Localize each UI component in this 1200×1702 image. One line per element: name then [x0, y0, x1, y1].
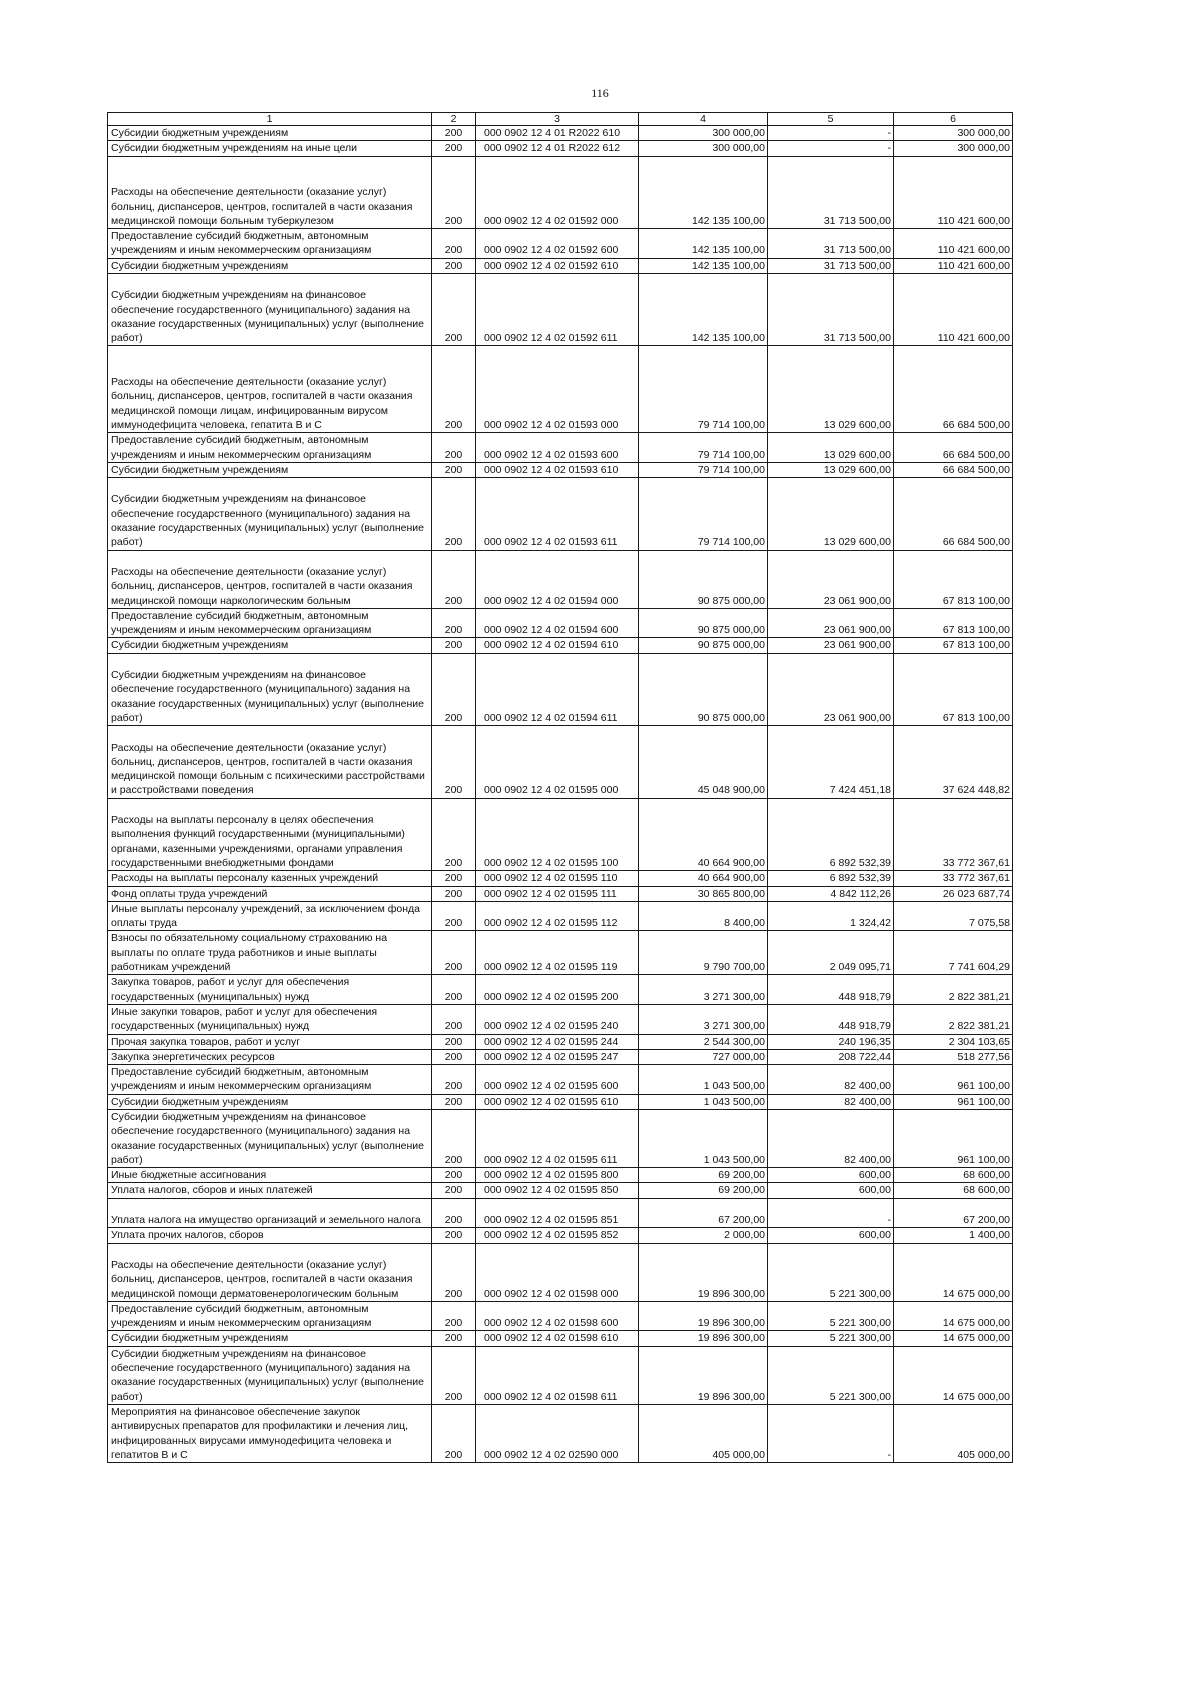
row-code: 200 [432, 931, 476, 975]
table-row [108, 258, 1013, 273]
table-row [108, 726, 1013, 799]
row-unexecuted-amount: 2 822 381,21 [894, 975, 1013, 1005]
row-executed-amount: 31 713 500,00 [768, 258, 894, 273]
row-executed-amount: 13 029 600,00 [768, 462, 894, 477]
row-budget-classification: 000 0902 12 4 02 01595 244 [476, 1034, 639, 1049]
row-description: Уплата налогов, сборов и иных платежей [108, 1183, 432, 1198]
row-approved-amount: 405 000,00 [639, 1404, 768, 1462]
row-executed-amount: 23 061 900,00 [768, 550, 894, 608]
row-executed-amount: 600,00 [768, 1228, 894, 1243]
row-description: Расходы на выплаты персоналу в целях обеспечения выполнения функций государственными (муниципальными) органами, казенными учреждениями, органами управления государственными внебюджетными фондами [108, 798, 432, 871]
row-code: 200 [432, 1004, 476, 1034]
row-unexecuted-amount: 961 100,00 [894, 1110, 1013, 1168]
row-description: Расходы на обеспечение деятельности (оказание услуг) больниц, диспансеров, центров, госпиталей в части оказания медицинской помощи больным туберкулезом [108, 156, 432, 229]
row-unexecuted-amount: 37 624 448,82 [894, 726, 1013, 799]
row-approved-amount: 67 200,00 [639, 1198, 768, 1228]
row-executed-amount: - [768, 141, 894, 156]
row-description: Закупка товаров, работ и услуг для обеспечения государственных (муниципальных) нужд [108, 975, 432, 1005]
row-approved-amount: 40 664 900,00 [639, 871, 768, 886]
row-description: Субсидии бюджетным учреждениям на финансовое обеспечение государственного (муниципального) задания на оказание государственных (муниципальных) услуг (выполнение работ) [108, 653, 432, 726]
row-budget-classification: 000 0902 12 4 02 01594 600 [476, 608, 639, 638]
row-approved-amount: 727 000,00 [639, 1049, 768, 1064]
row-budget-classification: 000 0902 12 4 02 01595 100 [476, 798, 639, 871]
row-description: Закупка энергетических ресурсов [108, 1049, 432, 1064]
row-budget-classification: 000 0902 12 4 02 01592 610 [476, 258, 639, 273]
row-code: 200 [432, 1404, 476, 1462]
row-budget-classification: 000 0902 12 4 02 01593 000 [476, 346, 639, 433]
row-executed-amount: 6 892 532,39 [768, 798, 894, 871]
table-row [108, 1094, 1013, 1109]
row-approved-amount: 8 400,00 [639, 901, 768, 931]
row-code: 200 [432, 798, 476, 871]
table-row [108, 141, 1013, 156]
row-executed-amount: 4 842 112,26 [768, 886, 894, 901]
row-approved-amount: 142 135 100,00 [639, 156, 768, 229]
row-approved-amount: 142 135 100,00 [639, 273, 768, 346]
row-unexecuted-amount: 33 772 367,61 [894, 871, 1013, 886]
row-code: 200 [432, 229, 476, 259]
row-executed-amount: 7 424 451,18 [768, 726, 894, 799]
row-budget-classification: 000 0902 12 4 02 01595 610 [476, 1094, 639, 1109]
row-unexecuted-amount: 67 813 100,00 [894, 653, 1013, 726]
row-approved-amount: 2 000,00 [639, 1228, 768, 1243]
row-executed-amount: 5 221 300,00 [768, 1331, 894, 1346]
table-row [108, 901, 1013, 931]
row-code: 200 [432, 901, 476, 931]
row-budget-classification: 000 0902 12 4 02 02590 000 [476, 1404, 639, 1462]
row-budget-classification: 000 0902 12 4 02 01595 112 [476, 901, 639, 931]
row-unexecuted-amount: 66 684 500,00 [894, 346, 1013, 433]
row-code: 200 [432, 1034, 476, 1049]
row-unexecuted-amount: 67 200,00 [894, 1198, 1013, 1228]
row-description: Иные закупки товаров, работ и услуг для обеспечения государственных (муниципальных) нужд [108, 1004, 432, 1034]
row-description: Субсидии бюджетным учреждениям на финансовое обеспечение государственного (муниципального) задания на оказание государственных (муниципальных) услуг (выполнение работ) [108, 1110, 432, 1168]
row-budget-classification: 000 0902 12 4 02 01593 600 [476, 433, 639, 463]
row-executed-amount: 23 061 900,00 [768, 638, 894, 653]
row-approved-amount: 69 200,00 [639, 1183, 768, 1198]
table-row [108, 462, 1013, 477]
row-description: Прочая закупка товаров, работ и услуг [108, 1034, 432, 1049]
row-unexecuted-amount: 33 772 367,61 [894, 798, 1013, 871]
row-executed-amount: 448 918,79 [768, 975, 894, 1005]
row-description: Предоставление субсидий бюджетным, автономным учреждениям и иным некоммерческим организациям [108, 608, 432, 638]
row-approved-amount: 9 790 700,00 [639, 931, 768, 975]
row-budget-classification: 000 0902 12 4 02 01592 611 [476, 273, 639, 346]
row-executed-amount: 5 221 300,00 [768, 1243, 894, 1301]
row-description: Предоставление субсидий бюджетным, автономным учреждениям и иным некоммерческим организациям [108, 1065, 432, 1095]
row-approved-amount: 19 896 300,00 [639, 1331, 768, 1346]
row-approved-amount: 79 714 100,00 [639, 462, 768, 477]
row-code: 200 [432, 638, 476, 653]
row-code: 200 [432, 126, 476, 141]
table-row [108, 1228, 1013, 1243]
row-approved-amount: 30 865 800,00 [639, 886, 768, 901]
row-unexecuted-amount: 66 684 500,00 [894, 433, 1013, 463]
row-code: 200 [432, 608, 476, 638]
row-code: 200 [432, 1168, 476, 1183]
row-code: 200 [432, 871, 476, 886]
row-executed-amount: 82 400,00 [768, 1065, 894, 1095]
table-row [108, 1049, 1013, 1064]
column-header: 1 [108, 113, 432, 126]
row-executed-amount: 6 892 532,39 [768, 871, 894, 886]
row-code: 200 [432, 462, 476, 477]
row-description: Уплата прочих налогов, сборов [108, 1228, 432, 1243]
row-description: Субсидии бюджетным учреждениям [108, 126, 432, 141]
table-row [108, 886, 1013, 901]
row-code: 200 [432, 1049, 476, 1064]
row-approved-amount: 90 875 000,00 [639, 653, 768, 726]
row-approved-amount: 79 714 100,00 [639, 478, 768, 551]
table-row [108, 1168, 1013, 1183]
row-description: Субсидии бюджетным учреждениям на финансовое обеспечение государственного (муниципального) задания на оказание государственных (муниципальных) услуг (выполнение работ) [108, 1346, 432, 1404]
row-unexecuted-amount: 67 813 100,00 [894, 608, 1013, 638]
row-code: 200 [432, 1183, 476, 1198]
row-unexecuted-amount: 2 822 381,21 [894, 1004, 1013, 1034]
row-description: Субсидии бюджетным учреждениям [108, 638, 432, 653]
row-executed-amount: 448 918,79 [768, 1004, 894, 1034]
row-budget-classification: 000 0902 12 4 02 01595 800 [476, 1168, 639, 1183]
row-unexecuted-amount: 300 000,00 [894, 141, 1013, 156]
row-code: 200 [432, 346, 476, 433]
table-row [108, 931, 1013, 975]
row-unexecuted-amount: 14 675 000,00 [894, 1331, 1013, 1346]
row-budget-classification: 000 0902 12 4 02 01598 610 [476, 1331, 639, 1346]
row-approved-amount: 142 135 100,00 [639, 229, 768, 259]
row-approved-amount: 19 896 300,00 [639, 1301, 768, 1331]
row-budget-classification: 000 0902 12 4 02 01598 000 [476, 1243, 639, 1301]
row-description: Субсидии бюджетным учреждениям [108, 1094, 432, 1109]
row-executed-amount: 13 029 600,00 [768, 346, 894, 433]
table-row [108, 638, 1013, 653]
row-executed-amount: 23 061 900,00 [768, 608, 894, 638]
row-unexecuted-amount: 14 675 000,00 [894, 1301, 1013, 1331]
row-code: 200 [432, 1094, 476, 1109]
column-header: 5 [768, 113, 894, 126]
row-executed-amount: 2 049 095,71 [768, 931, 894, 975]
row-budget-classification: 000 0902 12 4 02 01594 610 [476, 638, 639, 653]
row-executed-amount: - [768, 1404, 894, 1462]
row-description: Расходы на выплаты персоналу казенных учреждений [108, 871, 432, 886]
row-executed-amount: 240 196,35 [768, 1034, 894, 1049]
row-budget-classification: 000 0902 12 4 02 01594 000 [476, 550, 639, 608]
row-description: Расходы на обеспечение деятельности (оказание услуг) больниц, диспансеров, центров, госпиталей в части оказания медицинской помощи лицам, инфицированным вирусом иммунодефицита человека, гепатита В и С [108, 346, 432, 433]
row-code: 200 [432, 1346, 476, 1404]
row-code: 200 [432, 1243, 476, 1301]
table-row [108, 1004, 1013, 1034]
row-executed-amount: 1 324,42 [768, 901, 894, 931]
row-description: Фонд оплаты труда учреждений [108, 886, 432, 901]
table-row [108, 871, 1013, 886]
row-approved-amount: 1 043 500,00 [639, 1065, 768, 1095]
row-unexecuted-amount: 110 421 600,00 [894, 258, 1013, 273]
row-budget-classification: 000 0902 12 4 02 01595 119 [476, 931, 639, 975]
row-description: Субсидии бюджетным учреждениям на финансовое обеспечение государственного (муниципального) задания на оказание государственных (муниципальных) услуг (выполнение работ) [108, 478, 432, 551]
row-unexecuted-amount: 110 421 600,00 [894, 273, 1013, 346]
row-budget-classification: 000 0902 12 4 02 01595 240 [476, 1004, 639, 1034]
row-unexecuted-amount: 68 600,00 [894, 1183, 1013, 1198]
row-unexecuted-amount: 300 000,00 [894, 126, 1013, 141]
budget-table [107, 112, 1013, 1463]
row-executed-amount: - [768, 1198, 894, 1228]
row-executed-amount: 13 029 600,00 [768, 433, 894, 463]
column-header: 3 [476, 113, 639, 126]
table-row [108, 156, 1013, 229]
table-row [108, 126, 1013, 141]
row-code: 200 [432, 1198, 476, 1228]
page-number: 116 [591, 86, 609, 100]
row-budget-classification: 000 0902 12 4 02 01598 600 [476, 1301, 639, 1331]
row-budget-classification: 000 0902 12 4 02 01595 850 [476, 1183, 639, 1198]
row-code: 200 [432, 550, 476, 608]
row-budget-classification: 000 0902 12 4 02 01595 200 [476, 975, 639, 1005]
row-description: Мероприятия на финансовое обеспечение закупок антивирусных препаратов для профилактики и лечения лиц, инфицированных вирусами иммунодефицита человека и гепатитов В и С [108, 1404, 432, 1462]
row-executed-amount: 600,00 [768, 1168, 894, 1183]
row-approved-amount: 3 271 300,00 [639, 975, 768, 1005]
row-budget-classification: 000 0902 12 4 02 01595 000 [476, 726, 639, 799]
row-code: 200 [432, 273, 476, 346]
row-executed-amount: 31 713 500,00 [768, 273, 894, 346]
row-budget-classification: 000 0902 12 4 01 R2022 610 [476, 126, 639, 141]
row-budget-classification: 000 0902 12 4 02 01595 852 [476, 1228, 639, 1243]
table-row [108, 478, 1013, 551]
row-approved-amount: 69 200,00 [639, 1168, 768, 1183]
table-row [108, 653, 1013, 726]
row-unexecuted-amount: 66 684 500,00 [894, 462, 1013, 477]
row-code: 200 [432, 975, 476, 1005]
row-code: 200 [432, 1331, 476, 1346]
table-row [108, 229, 1013, 259]
row-budget-classification: 000 0902 12 4 02 01595 247 [476, 1049, 639, 1064]
column-header: 6 [894, 113, 1013, 126]
row-approved-amount: 90 875 000,00 [639, 550, 768, 608]
row-budget-classification: 000 0902 12 4 02 01595 611 [476, 1110, 639, 1168]
row-approved-amount: 79 714 100,00 [639, 433, 768, 463]
row-approved-amount: 142 135 100,00 [639, 258, 768, 273]
row-unexecuted-amount: 110 421 600,00 [894, 229, 1013, 259]
row-executed-amount: 23 061 900,00 [768, 653, 894, 726]
row-unexecuted-amount: 68 600,00 [894, 1168, 1013, 1183]
column-header: 2 [432, 113, 476, 126]
row-approved-amount: 3 271 300,00 [639, 1004, 768, 1034]
row-unexecuted-amount: 961 100,00 [894, 1065, 1013, 1095]
row-description: Субсидии бюджетным учреждениям [108, 1331, 432, 1346]
row-executed-amount: 82 400,00 [768, 1094, 894, 1109]
table-row [108, 346, 1013, 433]
row-executed-amount: 5 221 300,00 [768, 1346, 894, 1404]
row-executed-amount: 82 400,00 [768, 1110, 894, 1168]
row-code: 200 [432, 886, 476, 901]
row-executed-amount: 31 713 500,00 [768, 156, 894, 229]
row-description: Расходы на обеспечение деятельности (оказание услуг) больниц, диспансеров, центров, госпиталей в части оказания медицинской помощи больным с психическими расстройствами и расстройствами поведения [108, 726, 432, 799]
table-row [108, 798, 1013, 871]
table-row [108, 608, 1013, 638]
row-code: 200 [432, 653, 476, 726]
row-budget-classification: 000 0902 12 4 02 01592 600 [476, 229, 639, 259]
row-description: Субсидии бюджетным учреждениям на иные цели [108, 141, 432, 156]
row-approved-amount: 19 896 300,00 [639, 1346, 768, 1404]
table-row [108, 975, 1013, 1005]
row-budget-classification: 000 0902 12 4 02 01595 851 [476, 1198, 639, 1228]
row-approved-amount: 79 714 100,00 [639, 346, 768, 433]
row-description: Предоставление субсидий бюджетным, автономным учреждениям и иным некоммерческим организациям [108, 1301, 432, 1331]
row-unexecuted-amount: 14 675 000,00 [894, 1346, 1013, 1404]
table-row [108, 550, 1013, 608]
table-row [108, 1198, 1013, 1228]
row-approved-amount: 90 875 000,00 [639, 638, 768, 653]
row-approved-amount: 90 875 000,00 [639, 608, 768, 638]
row-code: 200 [432, 156, 476, 229]
row-executed-amount: 13 029 600,00 [768, 478, 894, 551]
row-executed-amount: 31 713 500,00 [768, 229, 894, 259]
row-description: Предоставление субсидий бюджетным, автономным учреждениям и иным некоммерческим организациям [108, 229, 432, 259]
row-description: Расходы на обеспечение деятельности (оказание услуг) больниц, диспансеров, центров, госпиталей в части оказания медицинской помощи наркологическим больным [108, 550, 432, 608]
row-description: Предоставление субсидий бюджетным, автономным учреждениям и иным некоммерческим организациям [108, 433, 432, 463]
row-description: Субсидии бюджетным учреждениям на финансовое обеспечение государственного (муниципального) задания на оказание государственных (муниципальных) услуг (выполнение работ) [108, 273, 432, 346]
row-unexecuted-amount: 66 684 500,00 [894, 478, 1013, 551]
row-description: Иные бюджетные ассигнования [108, 1168, 432, 1183]
row-budget-classification: 000 0902 12 4 02 01593 610 [476, 462, 639, 477]
row-unexecuted-amount: 67 813 100,00 [894, 550, 1013, 608]
row-approved-amount: 300 000,00 [639, 126, 768, 141]
row-unexecuted-amount: 110 421 600,00 [894, 156, 1013, 229]
row-unexecuted-amount: 1 400,00 [894, 1228, 1013, 1243]
row-executed-amount: 600,00 [768, 1183, 894, 1198]
row-unexecuted-amount: 518 277,56 [894, 1049, 1013, 1064]
row-budget-classification: 000 0902 12 4 02 01598 611 [476, 1346, 639, 1404]
row-unexecuted-amount: 7 075,58 [894, 901, 1013, 931]
row-description: Уплата налога на имущество организаций и земельного налога [108, 1198, 432, 1228]
row-budget-classification: 000 0902 12 4 02 01595 600 [476, 1065, 639, 1095]
row-code: 200 [432, 258, 476, 273]
row-code: 200 [432, 726, 476, 799]
row-budget-classification: 000 0902 12 4 02 01594 611 [476, 653, 639, 726]
column-header: 4 [639, 113, 768, 126]
row-budget-classification: 000 0902 12 4 02 01595 111 [476, 886, 639, 901]
table-body [108, 126, 1013, 1463]
row-code: 200 [432, 1110, 476, 1168]
row-budget-classification: 000 0902 12 4 01 R2022 612 [476, 141, 639, 156]
row-description: Взносы по обязательному социальному страхованию на выплаты по оплате труда работников и иные выплаты работникам учреждений [108, 931, 432, 975]
row-executed-amount: 208 722,44 [768, 1049, 894, 1064]
row-description: Расходы на обеспечение деятельности (оказание услуг) больниц, диспансеров, центров, госпиталей в части оказания медицинской помощи дерматовенерологическим больным [108, 1243, 432, 1301]
row-approved-amount: 1 043 500,00 [639, 1094, 768, 1109]
row-executed-amount: 5 221 300,00 [768, 1301, 894, 1331]
row-approved-amount: 2 544 300,00 [639, 1034, 768, 1049]
row-code: 200 [432, 478, 476, 551]
table-row [108, 1183, 1013, 1198]
row-approved-amount: 300 000,00 [639, 141, 768, 156]
row-code: 200 [432, 1065, 476, 1095]
row-executed-amount: - [768, 126, 894, 141]
row-description: Субсидии бюджетным учреждениям [108, 462, 432, 477]
row-code: 200 [432, 1301, 476, 1331]
table-row [108, 1034, 1013, 1049]
row-approved-amount: 19 896 300,00 [639, 1243, 768, 1301]
row-unexecuted-amount: 26 023 687,74 [894, 886, 1013, 901]
row-unexecuted-amount: 14 675 000,00 [894, 1243, 1013, 1301]
row-description: Иные выплаты персоналу учреждений, за исключением фонда оплаты труда [108, 901, 432, 931]
column-number-row [108, 113, 1013, 126]
table-row [108, 1404, 1013, 1462]
table-row [108, 1110, 1013, 1168]
row-code: 200 [432, 433, 476, 463]
row-approved-amount: 40 664 900,00 [639, 798, 768, 871]
row-approved-amount: 45 048 900,00 [639, 726, 768, 799]
table-row [108, 1331, 1013, 1346]
row-unexecuted-amount: 405 000,00 [894, 1404, 1013, 1462]
row-budget-classification: 000 0902 12 4 02 01593 611 [476, 478, 639, 551]
row-code: 200 [432, 141, 476, 156]
row-unexecuted-amount: 2 304 103,65 [894, 1034, 1013, 1049]
table-row [108, 433, 1013, 463]
table-row [108, 1065, 1013, 1095]
row-code: 200 [432, 1228, 476, 1243]
table-row [108, 1243, 1013, 1301]
row-unexecuted-amount: 67 813 100,00 [894, 638, 1013, 653]
row-approved-amount: 1 043 500,00 [639, 1110, 768, 1168]
table-row [108, 1301, 1013, 1331]
row-unexecuted-amount: 7 741 604,29 [894, 931, 1013, 975]
row-unexecuted-amount: 961 100,00 [894, 1094, 1013, 1109]
table-row [108, 273, 1013, 346]
row-budget-classification: 000 0902 12 4 02 01595 110 [476, 871, 639, 886]
table-row [108, 1346, 1013, 1404]
row-budget-classification: 000 0902 12 4 02 01592 000 [476, 156, 639, 229]
row-description: Субсидии бюджетным учреждениям [108, 258, 432, 273]
